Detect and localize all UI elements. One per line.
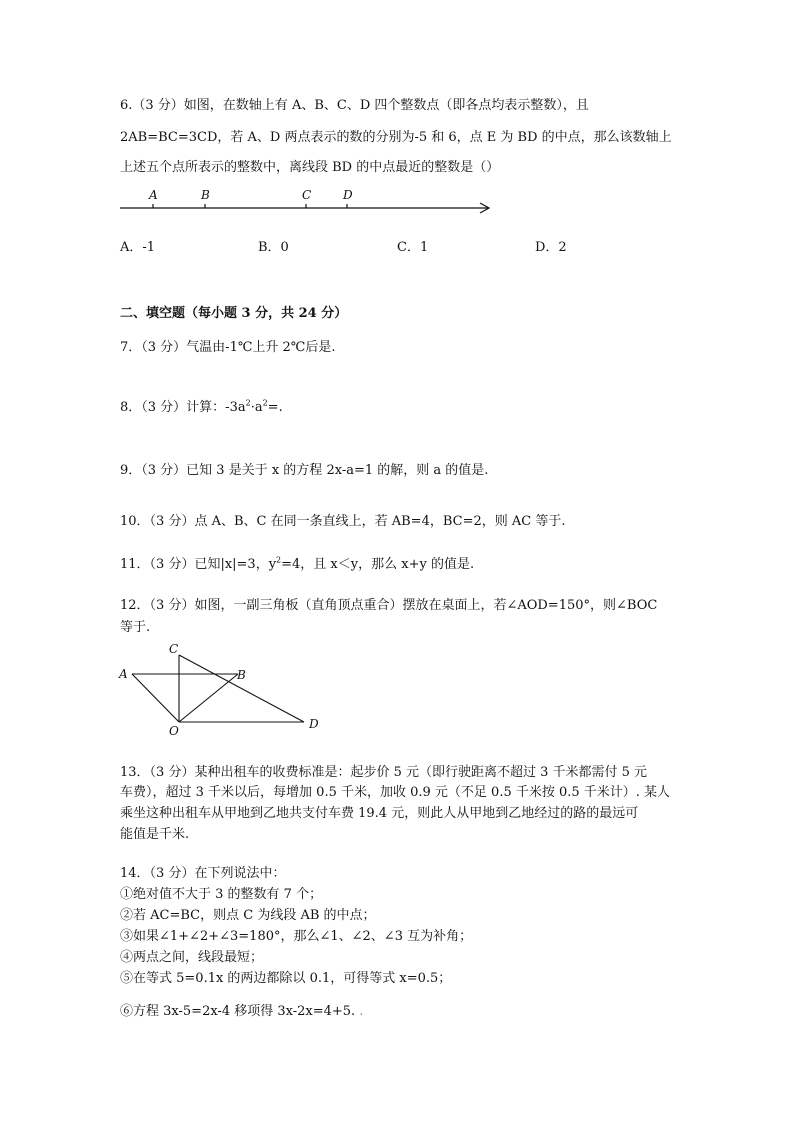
q14-item-6: [120, 1004, 363, 1020]
q14-item-1: ①绝对值不大于 3 的整数有 7 个；: [120, 887, 323, 902]
q14-item-6-text: ⑥方程 3x-5=2x-4 移项得 3x-2x=4+5.: [120, 1004, 356, 1019]
segment-cd: [179, 655, 304, 722]
q12-line1: 12．（3 分）如图，一副三角板（直角顶点重合）摆放在桌面上，若∠AOD=150°，则∠BOC: [120, 598, 658, 613]
q11-sup: 2: [276, 555, 282, 565]
q11-post: =4，且 x＜y，那么 x+y 的值是.: [281, 557, 475, 572]
segment-ob: [179, 674, 238, 722]
q8-sup2: 2: [262, 398, 268, 408]
triangle-set-figure: [112, 638, 332, 740]
q8-pre: 8．（3 分）计算：-3a: [120, 400, 246, 415]
q8-mid: ·a: [250, 400, 263, 415]
q8-sup1: 2: [245, 398, 251, 408]
section2-heading: 二、填空题（每小题 3 分，共 24 分）: [120, 306, 348, 321]
q14-item-2: ②若 AC=BC，则点 C 为线段 AB 的中点；: [120, 908, 376, 923]
q8-post: =.: [267, 400, 283, 415]
axis-label-d: D: [343, 188, 353, 202]
q11: [120, 557, 474, 573]
q6-line2: 2AB=BC=3CD，若 A、D 两点表示的数的分别为-5 和 6，点 E 为 BD 的中点，那么该数轴上: [120, 130, 672, 145]
axis-label-b: B: [201, 188, 210, 202]
q6-option-b[interactable]: B．0: [258, 240, 289, 255]
q6-line3: 上述五个点所表示的整数中，离线段 BD 的中点最近的整数是（）: [120, 160, 500, 175]
number-line-figure: [112, 182, 502, 218]
q10: 10．（3 分）点 A、B、C 在同一条直线上，若 AB=4，BC=2，则 AC 等于.: [120, 514, 566, 529]
q6-option-c[interactable]: C．1: [397, 240, 429, 255]
q6-line1: 6.（3 分）如图，在数轴上有 A、B、C、D 四个整数点（即各点均表示整数），且: [120, 98, 589, 113]
fig-label-b: B: [237, 668, 246, 682]
fig-label-d: D: [309, 717, 319, 731]
q13-line4: 能值是千米.: [120, 827, 190, 842]
fig-label-c: C: [169, 642, 179, 656]
q12-line2: 等于.: [120, 620, 151, 635]
q6-option-a[interactable]: A．-1: [120, 240, 156, 255]
segment-ao: [132, 674, 179, 722]
q6-option-d[interactable]: D．2: [535, 240, 567, 255]
fig-label-o: O: [169, 724, 179, 738]
q13-line3: 乘坐这种出租车从甲地到乙地共支付车费 19.4 元，则此人从甲地到乙地经过的路的最远可: [120, 806, 639, 821]
q9: 9．（3 分）已知 3 是关于 x 的方程 2x-a=1 的解，则 a 的值是.: [120, 463, 489, 478]
q14-item-3: ③如果∠1+∠2+∠3=180°，那么∠1、∠2、∠3 互为补角；: [120, 929, 473, 944]
q14-intro: 14．（3 分）在下列说法中：: [120, 866, 286, 881]
q14-item-5: ⑤在等式 5=0.1x 的两边都除以 0.1，可得等式 x=0.5；: [120, 971, 452, 986]
q14-item-4: ④两点之间，线段最短；: [120, 950, 264, 965]
q11-pre: 11．（3 分）已知|x|=3，y: [120, 557, 277, 572]
q8: [120, 400, 283, 416]
axis-label-c: C: [302, 188, 312, 202]
q7: 7．（3 分）气温由-1℃上升 2℃后是.: [120, 340, 336, 355]
q13-line1: 13．（3 分）某种出租车的收费标准是：起步价 5 元（即行驶距离不超过 3 千米都需付 5 元: [120, 765, 648, 780]
fig-label-a: A: [119, 667, 128, 681]
q13-line2: 车费），超过 3 千米以后，每增加 0.5 千米，加收 0.9 元（不足 0.5 千米按 0.5 千米计）. 某人: [120, 785, 671, 800]
q14-trailing-dot: .: [359, 1004, 364, 1019]
axis-label-a: A: [149, 188, 158, 202]
